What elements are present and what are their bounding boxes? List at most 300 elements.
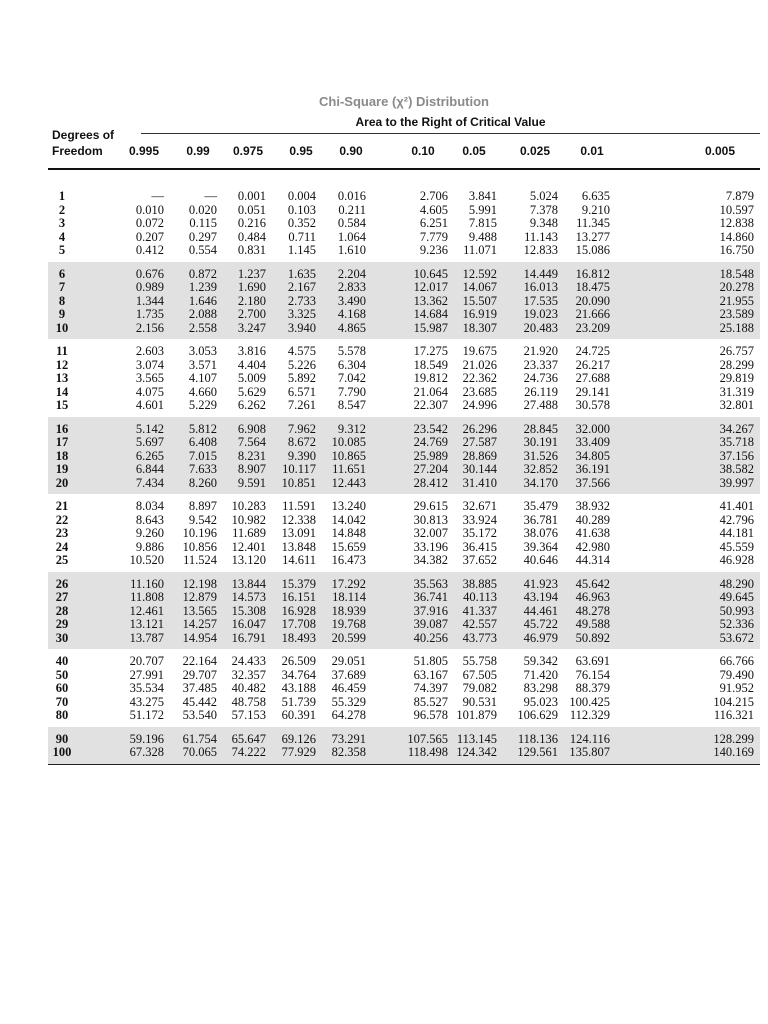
critical-value-cell: 18.475 xyxy=(575,280,610,294)
critical-value-cell: 21.920 xyxy=(523,344,558,358)
degrees-of-freedom-cell: 14 xyxy=(55,384,69,399)
degrees-of-freedom-cell: 4 xyxy=(58,229,66,244)
critical-value-cell: 5.812 xyxy=(188,421,217,436)
critical-value-cell: 5.629 xyxy=(237,384,266,399)
critical-value-cell: 23.589 xyxy=(719,307,754,321)
table-body xyxy=(48,184,760,764)
degrees-of-freedom-cell: 23 xyxy=(55,526,69,540)
critical-value-cell: 27.587 xyxy=(462,435,497,449)
critical-value-cell: 24.769 xyxy=(413,435,448,449)
critical-value-cell: 7.564 xyxy=(237,435,266,449)
critical-value-cell: 34.764 xyxy=(281,667,316,682)
critical-value-cell: 1.646 xyxy=(188,293,217,308)
critical-value-cell: 1.237 xyxy=(237,266,266,281)
critical-value-cell: 0.211 xyxy=(338,202,366,217)
critical-value-cell: 18.114 xyxy=(332,590,366,604)
critical-value-cell: 12.443 xyxy=(331,475,366,490)
critical-value-cell: 10.597 xyxy=(719,202,754,217)
critical-value-cell: 4.601 xyxy=(135,398,164,412)
critical-value-cell: 34.805 xyxy=(575,448,610,463)
critical-value-cell: 14.954 xyxy=(182,630,217,645)
table-row xyxy=(48,605,760,619)
critical-value-cell: 38.076 xyxy=(523,526,558,540)
critical-value-cell: 73.291 xyxy=(331,731,366,746)
critical-value-cell: 6.251 xyxy=(419,216,448,230)
table-row xyxy=(48,359,760,373)
critical-value-cell: 5.991 xyxy=(468,202,497,217)
critical-value-cell: 15.308 xyxy=(231,603,266,618)
critical-value-cell: 2.204 xyxy=(337,266,366,281)
critical-value-cell: 5.142 xyxy=(135,421,164,436)
critical-value-cell: 17.292 xyxy=(331,576,366,591)
critical-value-cell: 0.051 xyxy=(237,202,266,217)
critical-value-cell: 1.635 xyxy=(287,266,316,281)
critical-value-cell: 14.042 xyxy=(331,512,366,527)
degrees-of-freedom-cell: 80 xyxy=(55,708,69,722)
critical-value-cell: 12.198 xyxy=(182,576,217,591)
critical-value-cell: 37.485 xyxy=(182,681,217,695)
critical-value-cell: 0.352 xyxy=(287,216,316,230)
critical-value-cell: 12.833 xyxy=(523,243,558,257)
critical-value-cell: 6.571 xyxy=(287,384,316,399)
critical-value-cell: 52.336 xyxy=(719,617,754,631)
critical-value-cell: 40.289 xyxy=(575,512,610,527)
critical-value-cell: 13.240 xyxy=(331,499,366,513)
critical-value-cell: 19.675 xyxy=(462,344,497,358)
critical-value-cell: 48.290 xyxy=(719,576,754,591)
critical-value-cell: 6.304 xyxy=(337,357,366,372)
critical-value-cell: 7.815 xyxy=(468,216,497,230)
critical-value-cell: 10.196 xyxy=(182,526,217,540)
critical-value-cell: 57.153 xyxy=(231,708,266,722)
critical-value-cell: 128.299 xyxy=(713,731,754,746)
degrees-of-freedom-cell: 28 xyxy=(55,603,69,618)
critical-value-cell: 50.892 xyxy=(575,630,610,645)
critical-value-cell: 2.558 xyxy=(188,320,217,335)
critical-value-cell: 14.573 xyxy=(231,590,266,604)
critical-value-cell: 8.231 xyxy=(237,448,266,463)
critical-value-cell: 41.401 xyxy=(719,499,754,513)
critical-value-cell: 101.879 xyxy=(456,708,497,722)
critical-value-cell: 14.257 xyxy=(182,617,217,631)
critical-value-cell: 40.256 xyxy=(413,630,448,645)
critical-value-cell: 8.672 xyxy=(287,435,316,449)
degrees-of-freedom-cell: 17 xyxy=(55,435,69,449)
critical-value-cell: 95.023 xyxy=(523,694,558,709)
column-header: 0.10 xyxy=(411,144,435,158)
degrees-of-freedom-cell: 10 xyxy=(55,320,69,335)
critical-value-cell: 46.928 xyxy=(719,553,754,567)
degrees-of-freedom-cell: 24 xyxy=(55,539,69,554)
critical-value-cell: 19.768 xyxy=(331,617,366,631)
critical-value-cell: 35.534 xyxy=(129,681,164,695)
table-row xyxy=(48,372,760,386)
critical-value-cell: 36.741 xyxy=(413,590,448,604)
critical-value-cell: 10.645 xyxy=(413,266,448,281)
critical-value-cell: 0.584 xyxy=(337,216,366,230)
table-row xyxy=(48,295,760,309)
critical-value-cell: 0.484 xyxy=(237,229,266,244)
degrees-of-freedom-cell: 21 xyxy=(55,499,69,513)
critical-value-cell: 25.989 xyxy=(413,448,448,463)
critical-value-cell: 0.554 xyxy=(188,243,217,257)
critical-value-cell: 11.071 xyxy=(463,243,497,257)
critical-value-cell: 1.344 xyxy=(135,293,164,308)
critical-value-cell: 32.357 xyxy=(231,667,266,682)
critical-value-cell: 13.362 xyxy=(413,293,448,308)
critical-value-cell: 82.358 xyxy=(331,745,366,759)
critical-value-cell: 116.321 xyxy=(713,708,754,722)
critical-value-cell: 13.091 xyxy=(281,526,316,540)
critical-value-cell: 16.047 xyxy=(231,617,266,631)
critical-value-cell: 21.955 xyxy=(719,293,754,308)
critical-value-cell: 24.736 xyxy=(523,371,558,385)
critical-value-cell: 96.578 xyxy=(413,708,448,722)
critical-value-cell: 26.119 xyxy=(524,384,558,399)
critical-value-cell: 0.207 xyxy=(135,229,164,244)
degrees-of-freedom-cell: 20 xyxy=(55,475,69,490)
table-row xyxy=(48,308,760,322)
critical-value-cell: 34.382 xyxy=(413,553,448,567)
critical-value-cell: 40.482 xyxy=(231,681,266,695)
dof-label-line2: Freedom xyxy=(52,144,103,158)
critical-value-cell: 26.757 xyxy=(719,344,754,358)
critical-value-cell: 71.420 xyxy=(523,667,558,682)
critical-value-cell: 31.319 xyxy=(719,384,754,399)
critical-value-cell: 5.697 xyxy=(135,435,164,449)
degrees-of-freedom-cell: 16 xyxy=(55,421,69,436)
critical-value-cell: 23.209 xyxy=(575,320,610,335)
table-row xyxy=(48,423,760,437)
critical-value-cell: 27.204 xyxy=(413,462,448,476)
critical-value-cell: 10.520 xyxy=(129,553,164,567)
critical-value-cell: 74.397 xyxy=(413,681,448,695)
critical-value-cell: 7.790 xyxy=(337,384,366,399)
critical-value-cell: 8.547 xyxy=(337,398,366,412)
critical-value-cell: 65.647 xyxy=(231,731,266,746)
degrees-of-freedom-cell: 40 xyxy=(55,654,69,668)
degrees-of-freedom-cell: 18 xyxy=(55,448,69,463)
critical-value-cell: 11.345 xyxy=(576,216,610,230)
critical-value-cell: 30.191 xyxy=(523,435,558,449)
critical-value-cell: 13.787 xyxy=(129,630,164,645)
critical-value-cell: 4.168 xyxy=(337,307,366,321)
critical-value-cell: 0.676 xyxy=(135,266,164,281)
critical-value-cell: 39.087 xyxy=(413,617,448,631)
critical-value-cell: 24.433 xyxy=(231,654,266,668)
critical-value-cell: 16.812 xyxy=(575,266,610,281)
critical-value-cell: 22.307 xyxy=(413,398,448,412)
critical-value-cell: 37.156 xyxy=(719,448,754,463)
header-divider xyxy=(48,168,760,170)
critical-value-cell: 70.065 xyxy=(182,745,217,759)
critical-value-cell: 42.796 xyxy=(719,512,754,527)
critical-value-cell: 14.848 xyxy=(331,526,366,540)
critical-value-cell: 12.461 xyxy=(129,603,164,618)
row-group xyxy=(48,494,760,572)
critical-value-cell: 13.120 xyxy=(231,553,266,567)
critical-value-cell: 3.490 xyxy=(337,293,366,308)
critical-value-cell: 17.708 xyxy=(281,617,316,631)
critical-value-cell: 10.117 xyxy=(282,462,316,476)
critical-value-cell: 16.473 xyxy=(331,553,366,567)
critical-value-cell: 22.362 xyxy=(462,371,497,385)
table-row xyxy=(48,322,760,336)
row-group xyxy=(48,727,760,764)
critical-value-cell: 9.591 xyxy=(237,475,266,490)
degrees-of-freedom-cell: 1 xyxy=(58,189,66,203)
critical-value-cell: 104.215 xyxy=(713,694,754,709)
critical-value-cell: 18.493 xyxy=(281,630,316,645)
critical-value-cell: 46.979 xyxy=(523,630,558,645)
critical-value-cell: 26.509 xyxy=(281,654,316,668)
critical-value-cell: 10.856 xyxy=(182,539,217,554)
table-row xyxy=(48,399,760,413)
critical-value-cell: 3.247 xyxy=(237,320,266,335)
critical-value-cell: 48.278 xyxy=(575,603,610,618)
critical-value-cell: 7.779 xyxy=(419,229,448,244)
table-row xyxy=(48,746,760,760)
table-title: Chi-Square (χ²) Distribution xyxy=(319,94,489,109)
critical-value-cell: 36.191 xyxy=(575,462,610,476)
critical-value-cell: 29.707 xyxy=(182,667,217,682)
critical-value-cell: 20.090 xyxy=(575,293,610,308)
critical-value-cell: 43.188 xyxy=(281,681,316,695)
critical-value-cell: 12.592 xyxy=(462,266,497,281)
critical-value-cell: 0.216 xyxy=(237,216,266,230)
critical-value-cell: 0.412 xyxy=(135,243,164,257)
critical-value-cell: 51.172 xyxy=(129,708,164,722)
critical-value-cell: 1.064 xyxy=(337,229,366,244)
critical-value-cell: 21.064 xyxy=(413,384,448,399)
table-row xyxy=(48,696,760,710)
critical-value-cell: 14.067 xyxy=(462,280,497,294)
critical-value-cell: 76.154 xyxy=(575,667,610,682)
critical-value-cell: 10.851 xyxy=(281,475,316,490)
critical-value-cell: 2.706 xyxy=(419,189,448,203)
degrees-of-freedom-cell: 7 xyxy=(58,280,66,294)
degrees-of-freedom-cell: 30 xyxy=(55,630,69,645)
critical-value-cell: 30.813 xyxy=(413,512,448,527)
critical-value-cell: 25.188 xyxy=(719,320,754,335)
critical-value-cell: 3.571 xyxy=(188,357,217,372)
column-header: 0.90 xyxy=(339,144,363,158)
dof-label-line1: Degrees of xyxy=(52,128,115,142)
critical-value-cell: 35.563 xyxy=(413,576,448,591)
critical-value-cell: 1.239 xyxy=(188,280,217,294)
table-row xyxy=(48,733,760,747)
critical-value-cell: 14.684 xyxy=(413,307,448,321)
critical-value-cell: 2.733 xyxy=(287,293,316,308)
critical-value-cell: — xyxy=(151,189,164,203)
critical-value-cell: 35.718 xyxy=(719,435,754,449)
degrees-of-freedom-cell: 6 xyxy=(58,266,66,281)
critical-value-cell: 41.923 xyxy=(523,576,558,591)
table-row xyxy=(48,682,760,696)
critical-value-cell: 16.919 xyxy=(462,307,497,321)
critical-value-cell: 20.599 xyxy=(331,630,366,645)
critical-value-cell: 6.844 xyxy=(135,462,164,476)
critical-value-cell: 7.633 xyxy=(188,462,217,476)
critical-value-cell: 27.488 xyxy=(523,398,558,412)
critical-value-cell: 28.299 xyxy=(719,357,754,372)
degrees-of-freedom-cell: 29 xyxy=(55,617,69,631)
critical-value-cell: 28.412 xyxy=(413,475,448,490)
critical-value-cell: 4.660 xyxy=(188,384,217,399)
critical-value-cell: 43.275 xyxy=(129,694,164,709)
table-row xyxy=(48,527,760,541)
critical-value-cell: 59.196 xyxy=(129,731,164,746)
critical-value-cell: 4.075 xyxy=(135,384,164,399)
column-header: 0.025 xyxy=(519,144,551,158)
table-row xyxy=(48,618,760,632)
critical-value-cell: 43.194 xyxy=(523,590,558,604)
critical-value-cell: 1.690 xyxy=(237,280,266,294)
critical-value-cell: 20.707 xyxy=(129,654,164,668)
critical-value-cell: 27.991 xyxy=(129,667,164,682)
critical-value-cell: 90.531 xyxy=(462,694,497,709)
critical-value-cell: 42.557 xyxy=(462,617,497,631)
chi-square-table xyxy=(48,94,760,765)
table-row xyxy=(48,386,760,400)
degrees-of-freedom-cell: 15 xyxy=(55,398,69,412)
critical-value-cell: 8.907 xyxy=(237,462,266,476)
critical-value-cell: 0.872 xyxy=(188,266,217,281)
critical-value-cell: 118.136 xyxy=(517,731,558,746)
critical-value-cell: 17.535 xyxy=(523,293,558,308)
critical-value-cell: 33.196 xyxy=(413,539,448,554)
critical-value-cell: 12.879 xyxy=(182,590,217,604)
critical-value-cell: 45.559 xyxy=(719,539,754,554)
critical-value-cell: 0.297 xyxy=(188,229,217,244)
critical-value-cell: 5.009 xyxy=(237,371,266,385)
critical-value-cell: 3.565 xyxy=(135,371,164,385)
table-subtitle: Area to the Right of Critical Value xyxy=(355,115,546,129)
critical-value-cell: 112.329 xyxy=(569,708,610,722)
critical-value-cell: 2.156 xyxy=(135,320,164,335)
critical-value-cell: 12.338 xyxy=(281,512,316,527)
critical-value-cell: 0.711 xyxy=(288,229,316,244)
degrees-of-freedom-cell: 50 xyxy=(55,667,69,682)
table-row xyxy=(48,655,760,669)
critical-value-cell: 44.461 xyxy=(523,603,558,618)
critical-value-cell: 7.042 xyxy=(337,371,366,385)
critical-value-cell: 100.425 xyxy=(569,694,610,709)
critical-value-cell: 0.001 xyxy=(237,189,266,203)
critical-value-cell: 11.651 xyxy=(332,462,366,476)
critical-value-cell: 35.479 xyxy=(523,499,558,513)
critical-value-cell: 12.838 xyxy=(719,216,754,230)
critical-value-cell: 4.404 xyxy=(237,357,266,372)
row-group xyxy=(48,184,760,262)
degrees-of-freedom-cell: 5 xyxy=(58,243,66,257)
critical-value-cell: 11.808 xyxy=(130,590,164,604)
critical-value-cell: 1.145 xyxy=(287,243,316,257)
critical-value-cell: 42.980 xyxy=(575,539,610,554)
critical-value-cell: 7.015 xyxy=(188,448,217,463)
critical-value-cell: 32.000 xyxy=(575,421,610,436)
critical-value-cell: 30.578 xyxy=(575,398,610,412)
critical-value-cell: 45.642 xyxy=(575,576,610,591)
critical-value-cell: 26.296 xyxy=(462,421,497,436)
critical-value-cell: 19.812 xyxy=(413,371,448,385)
critical-value-cell: 18.548 xyxy=(719,266,754,281)
table-row xyxy=(48,632,760,646)
critical-value-cell: 18.939 xyxy=(331,603,366,618)
critical-value-cell: 9.542 xyxy=(188,512,217,527)
critical-value-cell: 129.561 xyxy=(517,745,558,759)
row-group xyxy=(48,262,760,340)
critical-value-cell: 33.924 xyxy=(462,512,497,527)
degrees-of-freedom-cell: 8 xyxy=(58,293,66,308)
critical-value-cell: 77.929 xyxy=(281,745,316,759)
critical-value-cell: 8.034 xyxy=(135,499,164,513)
critical-value-cell: 3.940 xyxy=(287,320,316,335)
critical-value-cell: 53.540 xyxy=(182,708,217,722)
critical-value-cell: 40.646 xyxy=(523,553,558,567)
critical-value-cell: 37.916 xyxy=(413,603,448,618)
critical-value-cell: 9.312 xyxy=(337,421,366,436)
critical-value-cell: 118.498 xyxy=(407,745,448,759)
critical-value-cell: 11.160 xyxy=(130,576,164,591)
critical-value-cell: 51.805 xyxy=(413,654,448,668)
critical-value-cell: 37.652 xyxy=(462,553,497,567)
critical-value-cell: 0.103 xyxy=(287,202,316,217)
critical-value-cell: 45.722 xyxy=(523,617,558,631)
critical-value-cell: 15.987 xyxy=(413,320,448,335)
column-header: 0.99 xyxy=(186,144,210,158)
critical-value-cell: 6.635 xyxy=(581,189,610,203)
critical-value-cell: 18.307 xyxy=(462,320,497,335)
degrees-of-freedom-cell: 60 xyxy=(55,681,69,695)
critical-value-cell: 67.505 xyxy=(462,667,497,682)
degrees-of-freedom-cell: 13 xyxy=(55,371,69,385)
critical-value-cell: 0.016 xyxy=(337,189,366,203)
critical-value-cell: 74.222 xyxy=(231,745,266,759)
degrees-of-freedom-cell: 3 xyxy=(58,216,66,230)
critical-value-cell: 33.409 xyxy=(575,435,610,449)
column-header: 0.005 xyxy=(704,144,736,158)
critical-value-cell: 107.565 xyxy=(407,731,448,746)
table-row xyxy=(48,463,760,477)
critical-value-cell: 29.141 xyxy=(575,384,610,399)
critical-value-cell: 34.267 xyxy=(719,421,754,436)
critical-value-cell: 14.860 xyxy=(719,229,754,244)
critical-value-cell: 2.180 xyxy=(237,293,266,308)
critical-value-cell: 3.325 xyxy=(287,307,316,321)
critical-value-cell: 13.565 xyxy=(182,603,217,618)
degrees-of-freedom-cell: 12 xyxy=(55,357,69,372)
critical-value-cell: 22.164 xyxy=(182,654,217,668)
table-header xyxy=(48,94,760,184)
critical-value-cell: 44.181 xyxy=(719,526,754,540)
critical-value-cell: 7.879 xyxy=(725,189,754,203)
critical-value-cell: 67.328 xyxy=(129,745,164,759)
critical-value-cell: 16.750 xyxy=(719,243,754,257)
critical-value-cell: 9.260 xyxy=(135,526,164,540)
critical-value-cell: 60.391 xyxy=(281,708,316,722)
degrees-of-freedom-cell: 11 xyxy=(56,344,68,358)
critical-value-cell: 124.116 xyxy=(569,731,610,746)
table-row xyxy=(48,709,760,723)
critical-value-cell: 21.666 xyxy=(575,307,610,321)
critical-value-cell: 13.121 xyxy=(129,617,164,631)
critical-value-cell: 64.278 xyxy=(331,708,366,722)
critical-value-cell: 36.781 xyxy=(523,512,558,527)
critical-value-cell: 4.575 xyxy=(287,344,316,358)
critical-value-cell: 2.700 xyxy=(237,307,266,321)
row-group xyxy=(48,417,760,495)
